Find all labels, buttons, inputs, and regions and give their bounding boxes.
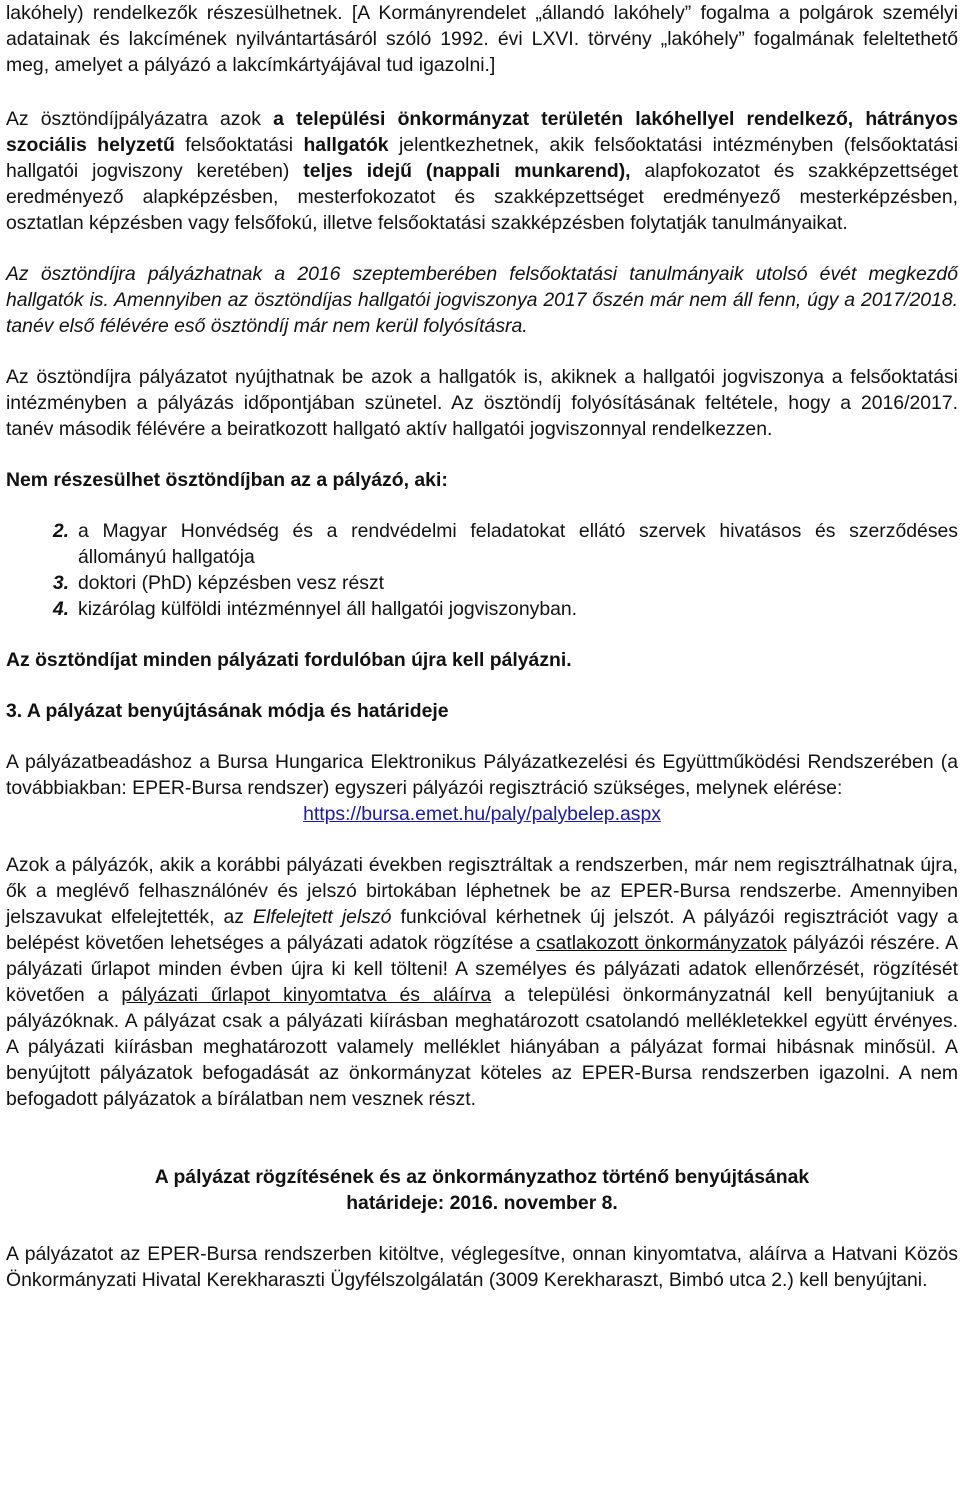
exclusion-heading: Nem részesülhet ösztöndíjban az a pályázó, aki: xyxy=(6,469,448,491)
process-text-3: pályázói részére. A pályázati űrlapot minden évben újra ki kell tölteni! A személyes és pályázati adatok ellenőrzését, rögzítését követően a xyxy=(6,932,959,1006)
list-item-number: 2. xyxy=(52,520,69,542)
printed-signed-form-term: pályázati űrlapot kinyomtatva és aláírva xyxy=(121,984,492,1006)
process-text-1: Azok a pályázók, akik a korábbi pályázati években regisztráltak a rendszerben, már nem regisztrálhatnak újra, ők a meglévő felhasználónév és jelszó birtokában léphetnek be az EPER-Bursa rendszerbe. Amennyiben jelszavukat elfelejtették, az xyxy=(6,854,958,928)
process-text-2: funkcióval kérhetnek új jelszót. A pályázói regisztrációt vagy a belépést követően lehetséges a pályázati adatok rögzítése a xyxy=(6,906,958,954)
list-item xyxy=(6,570,958,596)
registration-link[interactable]: https://bursa.emet.hu/paly/palybelep.aspx xyxy=(303,803,661,825)
final-year-students-paragraph: Az ösztöndíjra pályázhatnak a 2016 szeptemberében felsőoktatási tanulmányaik utolsó évét megkezdő hallgatók is. Amennyiben az ösztöndíjas hallgatói jogviszonya 2017 őszén már nem áll fenn, úgy a 2017/2018. tanév első félévére eső ösztöndíj már nem kerül folyósításra. xyxy=(6,263,958,337)
eligibility-bold-students: hallgatók xyxy=(303,134,389,156)
eligibility-text-3: jelentkezhetnek, akik felsőoktatási intézményben (felsőoktatási hallgatói jogviszony keretében) xyxy=(6,134,959,182)
list-item-number: 3. xyxy=(52,572,69,594)
eligibility-bold-residency: a települési önkormányzat területén lakóhellyel rendelkező, hátrányos szociális helyzetű xyxy=(6,108,958,156)
submission-location-paragraph: A pályázatot az EPER-Bursa rendszerben kitöltve, véglegesítve, onnan kinyomtatva, aláírva a Hatvani Közös Önkormányzati Hivatal Kerekharaszti Ügyfélszolgálatán (3009 Kerekharaszt, Bimbó utca 2.) kell benyújtani. xyxy=(6,1243,958,1291)
eligibility-paragraph xyxy=(6,106,958,236)
eligibility-text-1: Az ösztöndíjpályázatra azok xyxy=(6,108,274,130)
list-item-text: a Magyar Honvédség és a rendvédelmi feladatokat ellátó szervek hivatásos és szerződéses állományú hallgatója xyxy=(78,520,958,568)
reapply-notice: Az ösztöndíjat minden pályázati fordulóban újra kell pályázni. xyxy=(6,649,572,671)
list-item-text: doktori (PhD) képzésben vesz részt xyxy=(78,572,385,594)
list-item-text: kizárólag külföldi intézménnyel áll hallgatói jogviszonyban. xyxy=(78,598,578,620)
submission-process-paragraph xyxy=(6,852,958,1112)
registration-intro-paragraph: A pályázatbeadáshoz a Bursa Hungarica Elektronikus Pályázatkezelési és Együttműködési Rendszerében (a továbbiakban: EPER-Bursa rendszer) egyszeri pályázói regisztráció szükséges, melynek elérése: xyxy=(6,751,958,799)
deadline-line-2: határideje: 2016. november 8. xyxy=(346,1192,618,1214)
registration-url-line xyxy=(6,801,958,827)
forgotten-password-term: Elfelejtett jelszó xyxy=(253,906,392,928)
list-item xyxy=(6,518,958,570)
suspended-status-paragraph: Az ösztöndíjra pályázatot nyújthatnak be azok a hallgatók is, akiknek a hallgatói jogviszonya a felsőoktatási intézményben a pályázás időpontjában szünetel. Az ösztöndíj folyósításának feltétele, hogy a 2016/2017. tanév második félévére a beiratkozott hallgató aktív hallgatói jogviszonnyal rendelkezzen. xyxy=(6,366,958,440)
section-3-title: 3. A pályázat benyújtásának módja és határideje xyxy=(6,700,449,722)
eligibility-text-2: felsőoktatási xyxy=(174,134,304,156)
eligibility-bold-fulltime: teljes idejű (nappali munkarend), xyxy=(303,160,631,182)
eligibility-text-4: alapfokozatot és szakképzettséget eredményező alapképzésben, mesterfokozatot és szakképzettséget eredményező mesterképzésben, osztatlan képzésben vagy felsőfokú, illetve felsőoktatási szakképzésben folytatják tanulmányaikat. xyxy=(6,160,958,234)
deadline-line-1: A pályázat rögzítésének és az önkormányzathoz történő benyújtásának xyxy=(154,1166,810,1188)
joined-municipalities-term: csatlakozott önkormányzatok xyxy=(536,932,787,954)
list-item xyxy=(6,596,958,622)
exclusion-list xyxy=(6,518,958,622)
residence-definition-paragraph: lakóhely) rendelkezők részesülhetnek. [A Kormányrendelet „állandó lakóhely” fogalma a polgárok személyi adatainak és lakcímének nyilvántartásáról szóló 1992. évi LXVI. törvény „lakóhely” fogalmának feleltethető meg, amelyet a pályázó a lakcímkártyájával tud igazolni.] xyxy=(6,2,958,76)
list-item-number: 4. xyxy=(52,598,69,620)
process-text-4: a települési önkormányzatnál kell benyújtaniuk a pályázóknak. A pályázat csak a pályázati kiírásban meghatározott csatolandó mellékletekkel együtt érvényes. A pályázati kiírásban meghatározott valamely melléklet hiányában a pályázat formai hibásnak minősül. A benyújtott pályázatok befogadását az önkormányzat köteles az EPER-Bursa rendszerben igazolni. A nem befogadott pályázatok a bírálatban nem vesznek részt. xyxy=(6,984,958,1110)
